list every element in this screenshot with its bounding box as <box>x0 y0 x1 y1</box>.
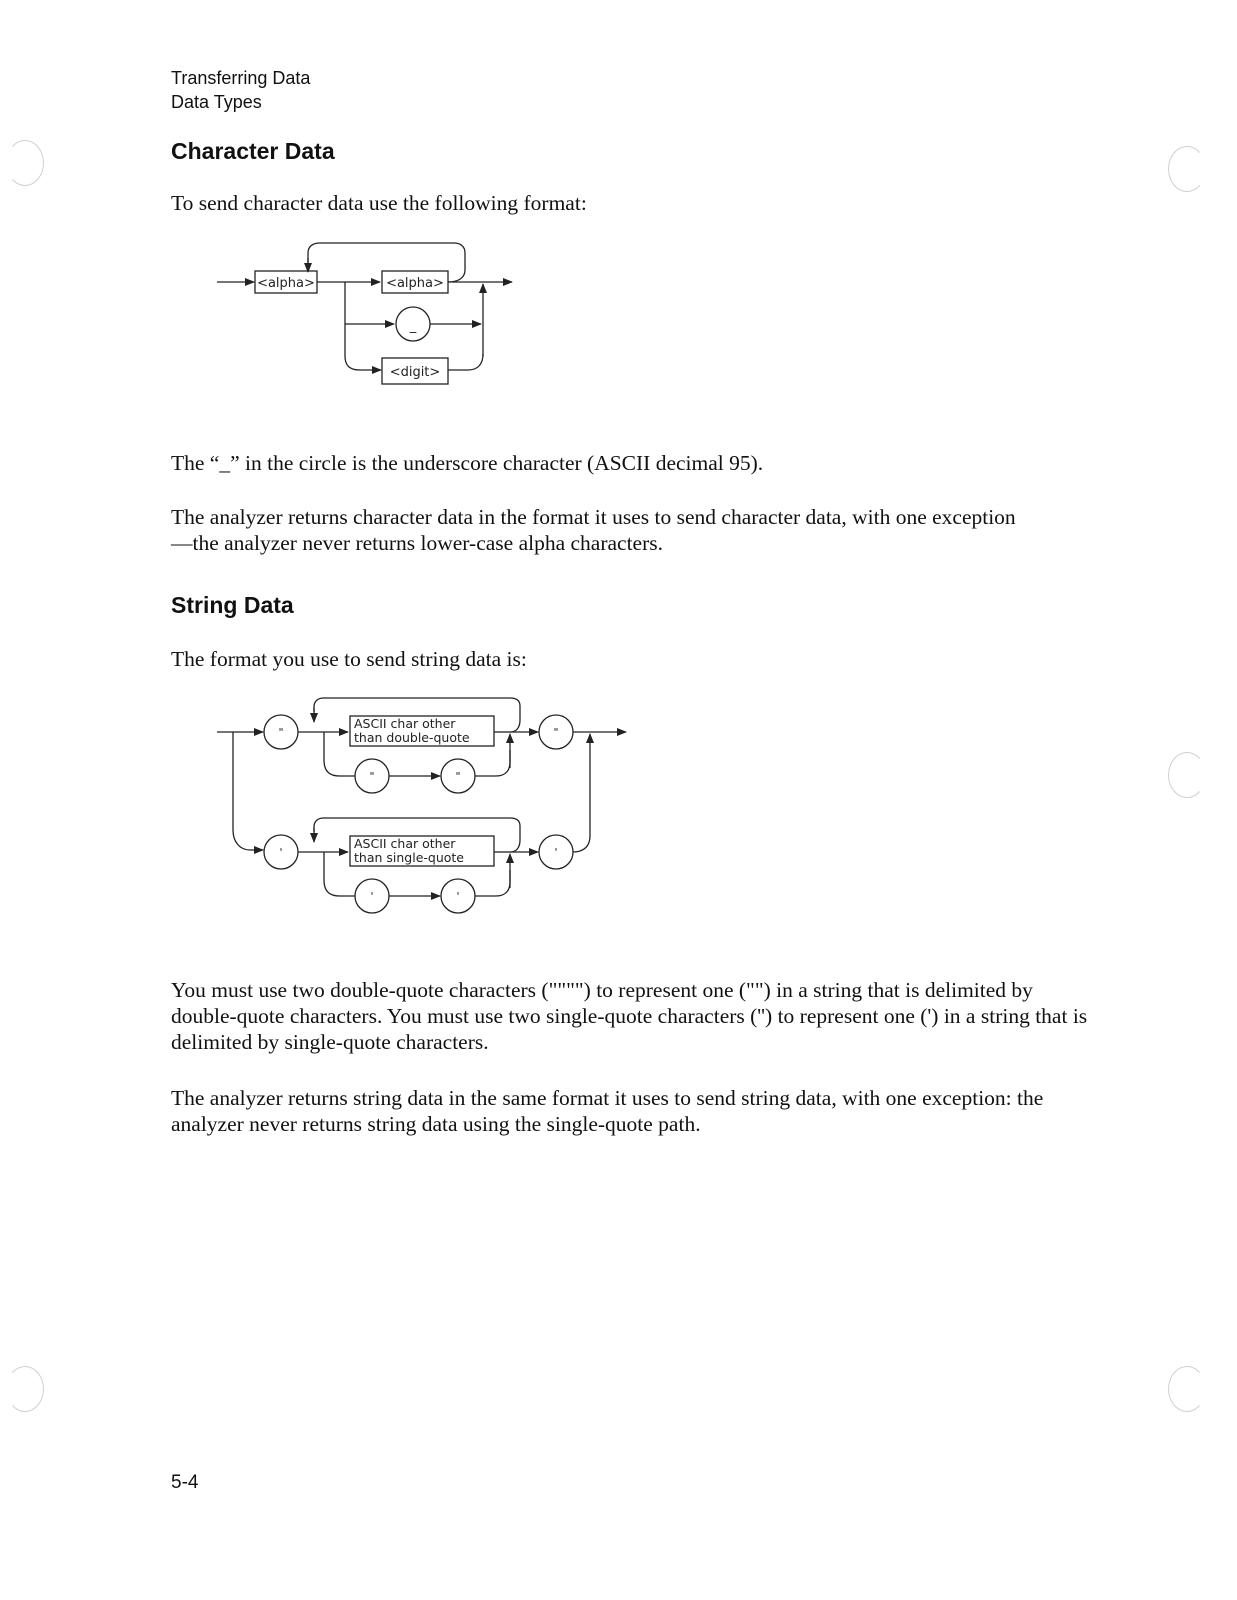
sq-box-label-line2: than single-quote <box>354 850 464 865</box>
page-number: 5-4 <box>171 1472 199 1493</box>
running-header-chapter: Transferring Data <box>171 68 311 88</box>
underscore-circle-label: _ <box>409 319 417 334</box>
string-data-syntax-diagram <box>200 690 640 930</box>
dq-escape-circle-2-label: " <box>455 770 461 783</box>
dq-escape-circle-1-label: " <box>369 770 375 783</box>
sq-open-circle-label: ' <box>279 846 283 859</box>
character-data-intro: To send character data use the following format: <box>171 191 587 215</box>
string-data-heading: String Data <box>171 592 294 618</box>
string-return-paragraph: The analyzer returns string data in the same format it uses to send string data, with one exception: the analyzer never returns string data using the single-quote path. <box>171 1086 1044 1136</box>
binder-hole-mark <box>1168 1366 1206 1412</box>
character-data-heading: Character Data <box>171 138 335 164</box>
sq-close-circle-label: ' <box>554 846 558 859</box>
sq-box-label-line1: ASCII char other <box>354 836 456 851</box>
dq-close-circle-label: " <box>553 726 559 739</box>
character-data-syntax-diagram <box>200 238 540 398</box>
character-return-paragraph: The analyzer returns character data in the format it uses to send character data, with one exception—the analyzer never returns lower-case alpha characters. <box>171 505 1016 555</box>
binder-hole-mark <box>6 140 44 186</box>
dq-open-circle-label: " <box>278 726 284 739</box>
quote-escape-rule-paragraph: You must use two double-quote characters ("""") to represent one ("") in a string that is delimited by double-quote characters. You must use two single-quote characters ('') to represent one (') in a string that is delimited by single-quote characters. <box>171 978 1088 1054</box>
binder-hole-mark <box>1168 752 1206 798</box>
sq-escape-circle-2-label: ' <box>456 890 460 903</box>
binder-hole-mark <box>1168 146 1206 192</box>
dq-box-label-line2: than double-quote <box>354 730 470 745</box>
running-header-section: Data Types <box>171 92 262 112</box>
binder-hole-mark <box>6 1366 44 1412</box>
underscore-note: The “_” in the circle is the underscore character (ASCII decimal 95). <box>171 451 764 475</box>
alpha-box-loop-label: <alpha> <box>386 276 444 291</box>
sq-escape-circle-1-label: ' <box>370 890 374 903</box>
alpha-box-first-label: <alpha> <box>257 276 315 291</box>
digit-box-label: <digit> <box>389 365 441 380</box>
string-data-intro: The format you use to send string data is: <box>171 647 527 671</box>
running-header <box>171 66 310 114</box>
dq-box-label-line1: ASCII char other <box>354 716 456 731</box>
